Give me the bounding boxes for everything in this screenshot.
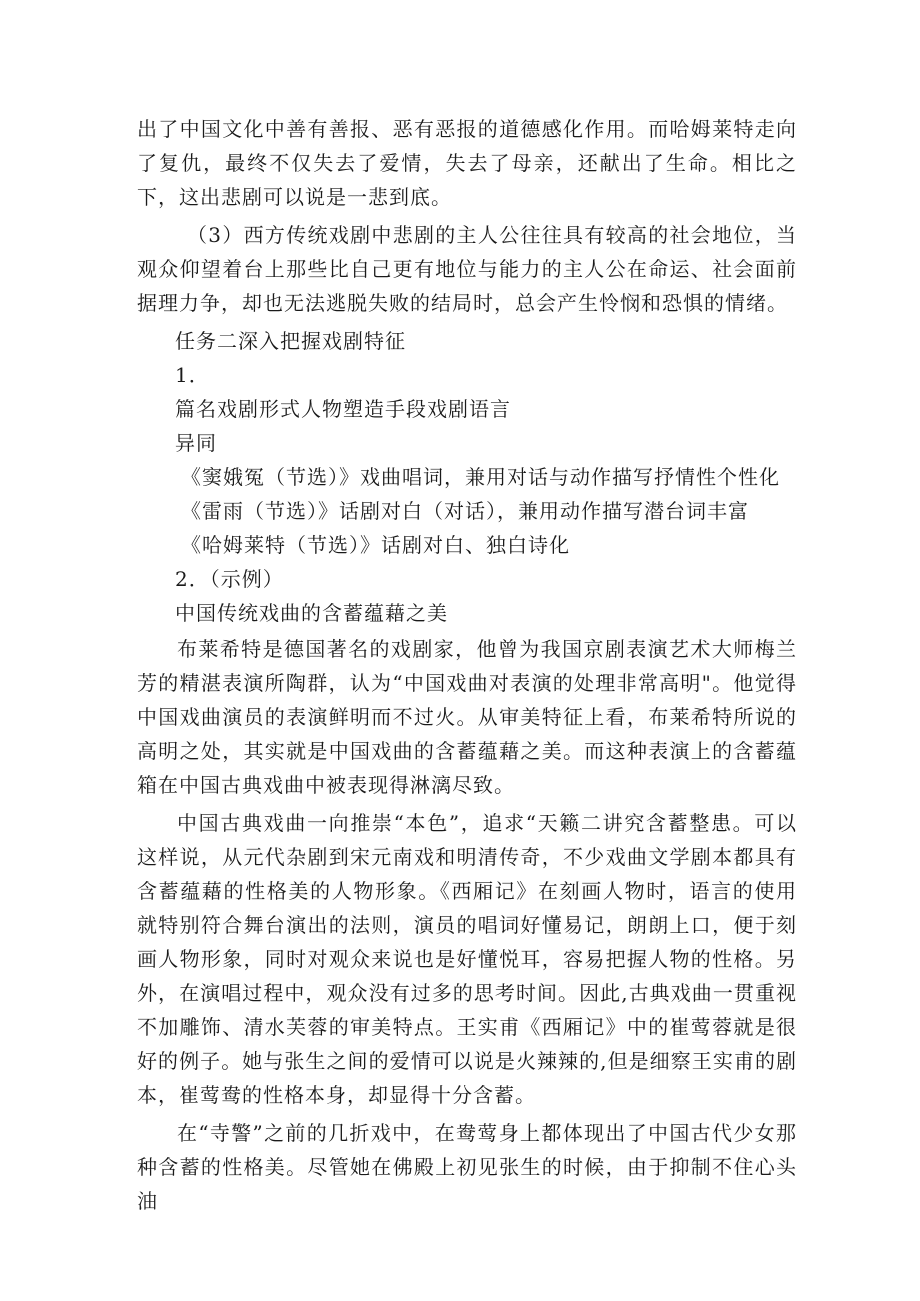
essay-title: 中国传统戏曲的含蓄蕴藉之美 (175, 601, 448, 625)
paragraph-5: 在“寺警”之前的几折戏中，在鸯莺身上都体现出了中国古代少女那种含蓄的性格美。尽管她在佛殿上初见张生的时候，由于抑制不住心头油 (137, 1121, 797, 1213)
table-row: 《窦娥冤（节选）》戏曲唱词，兼用对话与动作描写抒情性个性化 (181, 465, 780, 489)
paragraph-1: 出了中国文化中善有善报、恶有恶报的道德感化作用。而哈姆莱特走向了复仇，最终不仅失去了爱情，失去了母亲，还献出了生命。相比之下，这出悲剧可以说是一悲到底。 (137, 117, 797, 209)
item-number-1: 1． (175, 363, 210, 387)
document-page (137, 112, 797, 1218)
paragraph-4: 中国古典戏曲一向推崇“本色”，追求“天籁二讲究含蓄整患。可以这样说，从元代杂剧到宋元南戏和明清传奇，不少戏曲文学剧本都具有含蓄蕴藉的性格美的人物形象。《西厢记》在刻画人物时，语言的使用就特别符合舞台演出的法则，演员的唱词好懂易记，朗朗上口，便于刻画人物形象，同时对观众来说也是好懂悦耳，容易把握人物的性格。另外，在演唱过程中，观众没有过多的思考时间。因此,古典戏曲一贯重视不加雕饰、清水芙蓉的审美特点。王实甫《西厢记》中的崔莺蓉就是很好的例子。她与张生之间的爱情可以说是火辣辣的,但是细察王实甫的剧本，崔莺鸯的性格本身，却显得十分含蓄。 (137, 811, 797, 1107)
paragraph-3: 布莱希特是德国著名的戏剧家，他曾为我国京剧表演艺术大师梅兰芳的精湛表演所陶群，认为“中国戏曲对表演的处理非常高明"。他觉得中国戏曲演员的表演鲜明而不过火。从审美特征上看，布莱希特所说的高明之处，其实就是中国戏曲的含蓄蕴藉之美。而这种表演上的含蓄蕴箱在中国古典戏曲中被表现得淋漓尽致。 (137, 637, 797, 797)
table-row: 《雷雨（节选）》话剧对白（对话），兼用动作描写潜台词丰富 (181, 499, 749, 523)
table-subheader: 异同 (175, 431, 217, 455)
paragraph-2: （3）西方传统戏剧中悲剧的主人公往往具有较高的社会地位，当观众仰望着台上那些比自己更有地位与能力的主人公在命运、社会面前据理力争，却也无法逃脱失败的结局时，总会产生怜悯和恐惧的情绪。 (137, 223, 797, 315)
item-number-2: 2．（示例） (175, 567, 284, 591)
task-heading: 任务二深入把握戏剧特征 (175, 329, 406, 353)
table-header: 篇名戏剧形式人物塑造手段戏剧语言 (175, 397, 511, 421)
table-row: 《哈姆莱特（节选）》话剧对白、独白诗化 (181, 533, 570, 557)
